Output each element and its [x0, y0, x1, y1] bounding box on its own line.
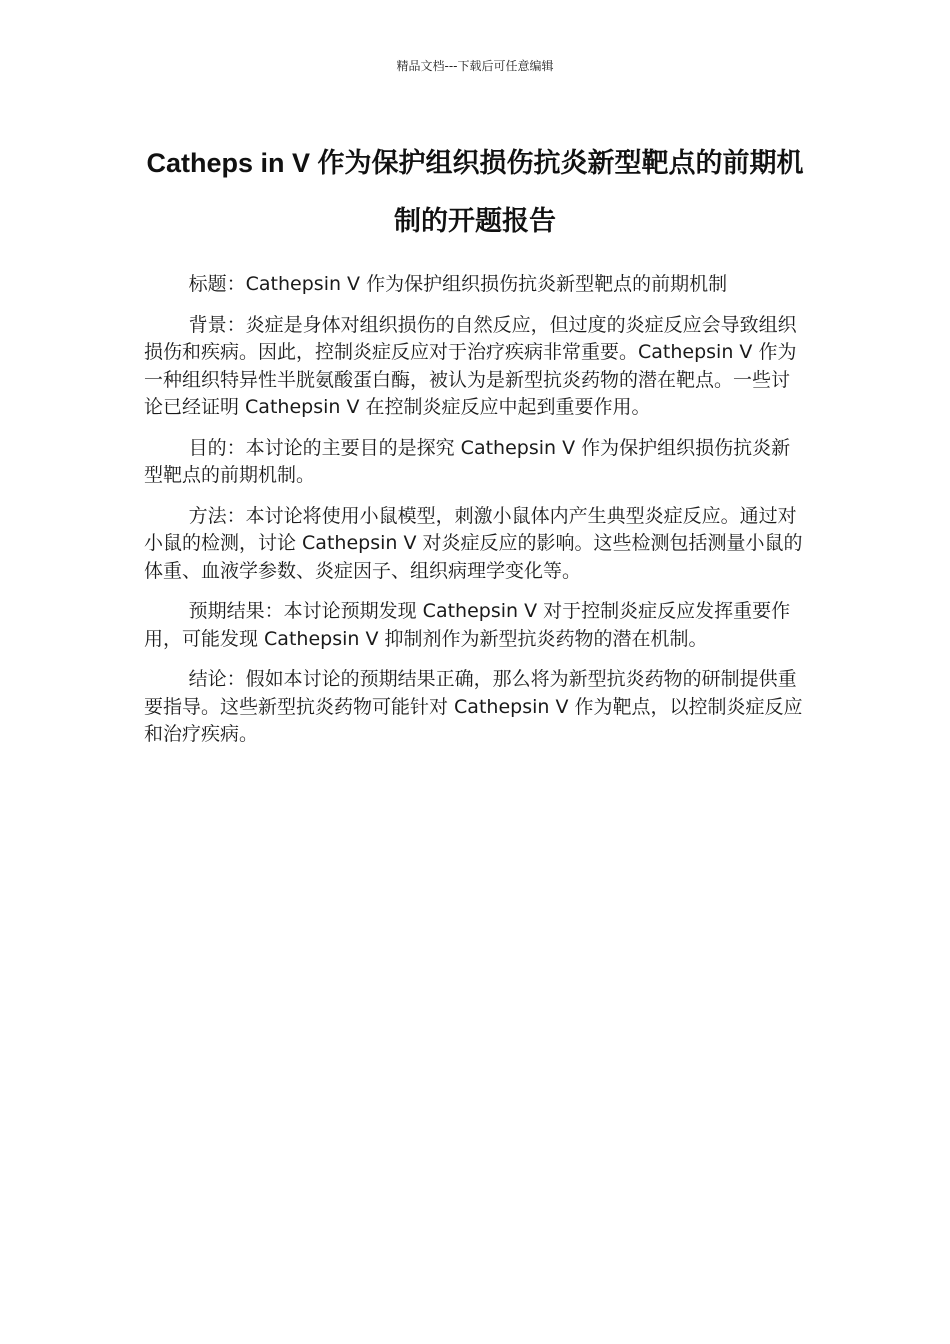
document-body	[144, 271, 806, 762]
paragraph-conclusion: 结论：假如本讨论的预期结果正确，那么将为新型抗炎药物的研制提供重要指导。这些新型抗炎药物可能针对 Cathepsin V 作为靶点，以控制炎症反应和治疗疾病。	[144, 668, 803, 745]
header-note: 精品文档---下载后可任意编辑	[396, 59, 554, 73]
document-title: Catheps in V 作为保护组织损伤抗炎新型靶点的前期机制的开题报告	[146, 148, 804, 236]
paragraph-background: 背景：炎症是身体对组织损伤的自然反应，但过度的炎症反应会导致组织损伤和疾病。因此，控制炎症反应对于治疗疾病非常重要。Cathepsin V 作为一种组织特异性半胱氨酸蛋白酶，被认为是新型抗炎药物的潜在靶点。一些讨论已经证明 Cathepsin V 在控制炎症反应中起到重要作用。	[144, 313, 797, 418]
paragraph-purpose: 目的：本讨论的主要目的是探究 Cathepsin V 作为保护组织损伤抗炎新型靶点的前期机制。	[144, 436, 791, 486]
paragraph-expected-results: 预期结果：本讨论预期发现 Cathepsin V 对于控制炎症反应发挥重要作用，可能发现 Cathepsin V 抑制剂作为新型抗炎药物的潜在机制。	[144, 600, 791, 650]
paragraph-title: 标题：Cathepsin V 作为保护组织损伤抗炎新型靶点的前期机制	[188, 273, 728, 295]
paragraph-method: 方法：本讨论将使用小鼠模型，刺激小鼠体内产生典型炎症反应。通过对小鼠的检测，讨论 Cathepsin V 对炎症反应的影响。这些检测包括测量小鼠的体重、血液学参数、炎症因子、组织病理学变化等。	[144, 504, 803, 582]
